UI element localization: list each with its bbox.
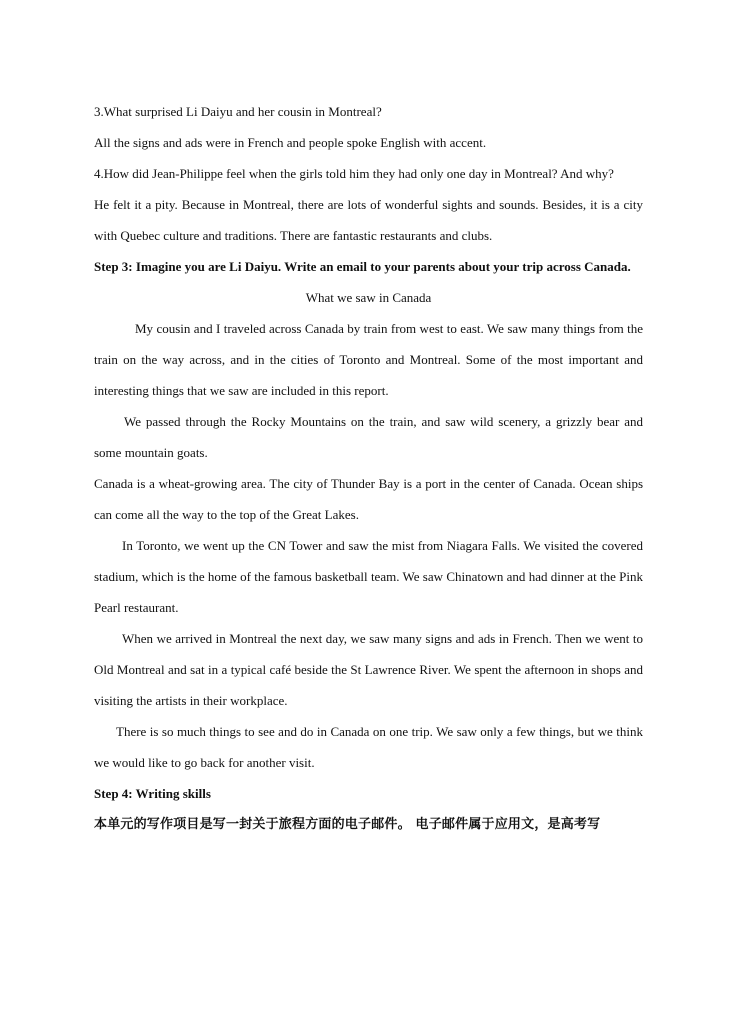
report-paragraph-thunder-bay: Canada is a wheat-growing area. The city of Thunder Bay is a port in the center of Canada. Ocean ships can come all the way to the top of the Great Lakes. [94, 476, 643, 522]
report-paragraph-closing: There is so much things to see and do in Canada on one trip. We saw only a few things, but we think we would like to go back for another visit. [94, 724, 643, 770]
question-4: 4.How did Jean-Philippe feel when the girls told him they had only one day in Montreal? And why? [94, 166, 614, 181]
step-4-heading: Step 4: Writing skills [94, 786, 211, 801]
report-paragraph-montreal: When we arrived in Montreal the next day, we saw many signs and ads in French. Then we went to Old Montreal and sat in a typical café beside the St Lawrence River. We spent the afternoon in shops and visiting the artists in their workplace. [94, 631, 643, 708]
report-paragraph-intro: My cousin and I traveled across Canada by train from west to east. We saw many things from the train on the way across, and in the cities of Toronto and Montreal. Some of the most important and interesting things that we saw are included in this report. [94, 321, 643, 398]
answer-3: All the signs and ads were in French and people spoke English with accent. [94, 135, 487, 150]
chinese-intro-line: 本单元的写作项目是写一封关于旅程方面的电子邮件。 电子邮件属于应用文，是高考写 [94, 817, 601, 832]
answer-4: He felt it a pity. Because in Montreal, there are lots of wonderful sights and sounds. Besides, it is a city with Quebec culture and traditions. There are fantastic restaurants and clubs. [94, 197, 643, 243]
report-paragraph-rockies: We passed through the Rocky Mountains on the train, and saw wild scenery, a grizzly bear and some mountain goats. [94, 414, 643, 460]
document-content [94, 96, 643, 840]
report-title: What we saw in Canada [305, 290, 432, 305]
step-3-heading: Step 3: Imagine you are Li Daiyu. Write an email to your parents about your trip across Canada. [94, 259, 631, 274]
question-3: 3.What surprised Li Daiyu and her cousin in Montreal? [94, 104, 382, 119]
report-paragraph-toronto: In Toronto, we went up the CN Tower and saw the mist from Niagara Falls. We visited the covered stadium, which is the home of the famous basketball team. We saw Chinatown and had dinner at the Pink Pearl restaurant. [94, 538, 643, 615]
